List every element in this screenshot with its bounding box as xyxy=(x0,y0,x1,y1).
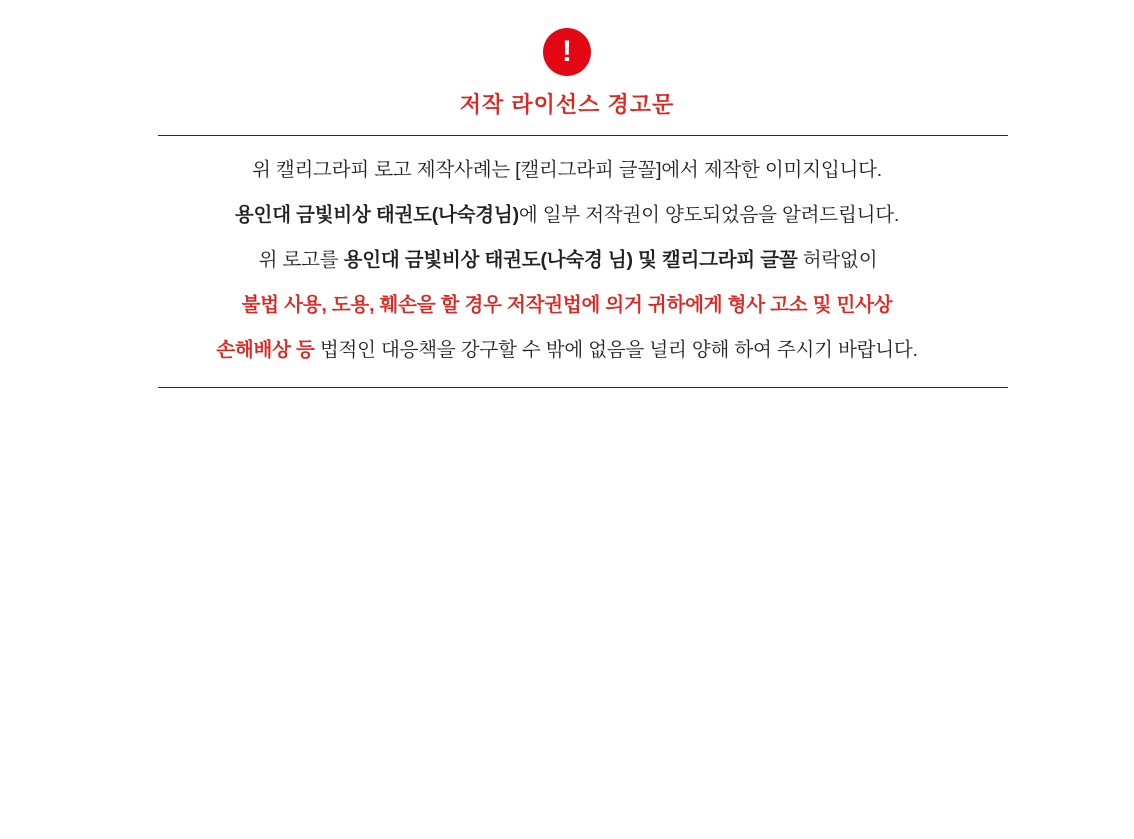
notice-line-2-owner: 용인대 금빛비상 태권도(나숙경님) xyxy=(234,204,519,226)
notice-line-3-suffix: 허락없이 xyxy=(797,249,878,271)
notice-body xyxy=(0,136,1134,373)
page-title: 저작 라이선스 경고문 xyxy=(459,92,675,117)
notice-line-1-text: 위 캘리그라피 로고 제작사례는 [캘리그라피 글꼴]에서 제작한 이미지입니다. xyxy=(252,159,882,181)
exclamation-icon: ! xyxy=(543,28,591,76)
notice-line-2 xyxy=(0,193,1134,238)
notice-line-3 xyxy=(2,238,1134,283)
notice-line-5-text: 법적인 대응책을 강구할 수 밖에 없음을 널리 양해 하여 주시기 바랍니다. xyxy=(314,339,918,361)
notice-line-5-warning: 손해배상 등 xyxy=(216,339,315,361)
notice-line-2-text: 에 일부 저작권이 양도되었음을 알려드립니다. xyxy=(518,204,900,226)
notice-line-3-owner: 용인대 금빛비상 태권도(나숙경 님) 및 캘리그라피 글꼴 xyxy=(343,249,798,271)
divider-bottom xyxy=(158,387,1008,388)
notice-line-5 xyxy=(0,328,1134,373)
notice-line-3-prefix: 위 로고를 xyxy=(258,249,344,271)
warning-badge-container xyxy=(0,0,1134,76)
notice-line-4-warning: 불법 사용, 도용, 훼손을 할 경우 저작권법에 의거 귀하에게 형사 고소 및 민사상 xyxy=(241,294,893,316)
notice-line-1 xyxy=(0,148,1134,193)
notice-line-4 xyxy=(0,283,1134,328)
copyright-warning-notice xyxy=(0,0,1134,388)
